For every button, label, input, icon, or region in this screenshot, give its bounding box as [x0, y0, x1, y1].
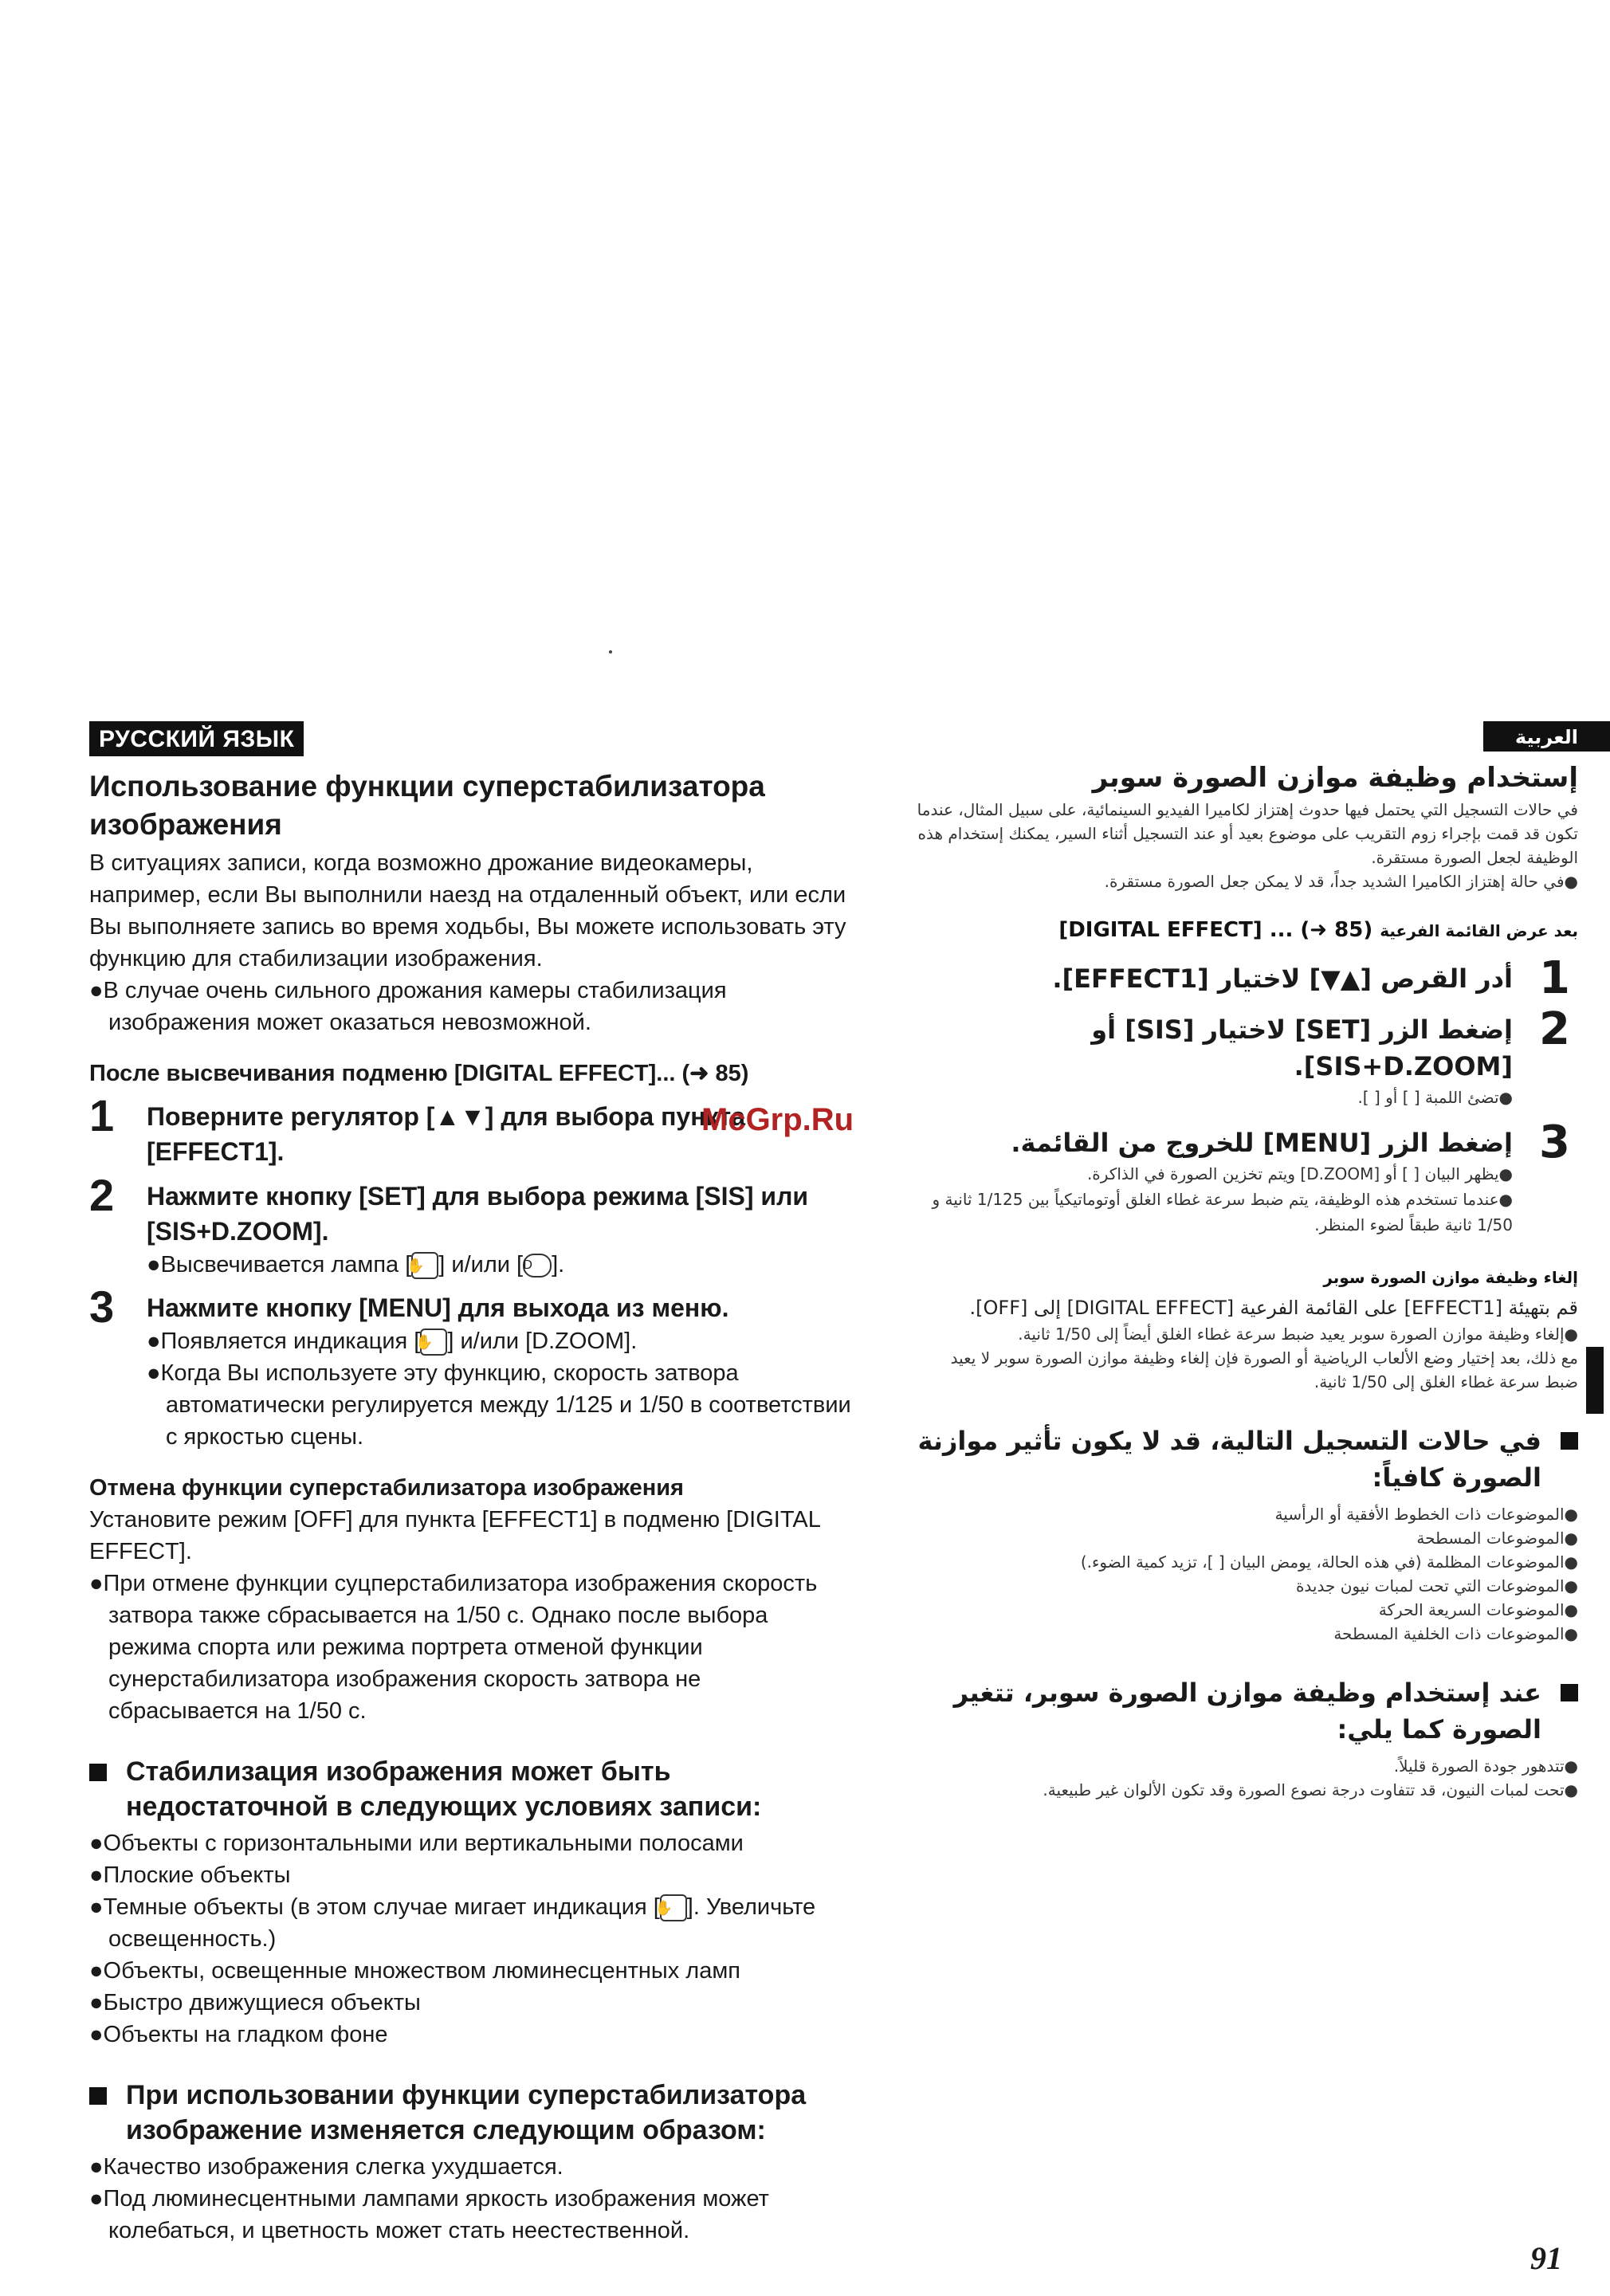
ar-submenu-line: بعد عرض القائمة الفرعية [DIGITAL EFFECT] ... (➜ 85) — [1058, 918, 1578, 942]
ar-step-text: إضغط الزر [MENU] للخروج من القائمة. — [1011, 1128, 1513, 1158]
ru-submenu-line: После высвечивания подменю [DIGITAL EFFECT]... (➜ 85) — [89, 1061, 749, 1086]
dust-speck — [609, 650, 612, 653]
ar-step-number: 1 — [1539, 952, 1570, 1004]
list-item: ●الموضوعات ذات الخلفية المسطحة — [1333, 1624, 1578, 1643]
ar-step-text: أدر القرص [▲▼] لاختيار [EFFECT1]. — [1052, 964, 1513, 994]
ar-step-note: ●يظهر البيان [ ] أو [D.ZOOM] ويتم تخزين الصورة في الذاكرة. — [1086, 1164, 1513, 1183]
square-bullet-icon — [1561, 1684, 1578, 1701]
list-item: ●الموضوعات المسطحة — [1416, 1529, 1578, 1548]
ru-step-text: Поверните регулятор [▲▼] для выбора пункта [EFFECT1]. — [147, 1102, 746, 1166]
ru-step-note: ●Высвечивается лампа [✋ ] и/или [D ]. — [147, 1249, 854, 1281]
ru-cancel-note: ●При отмене функции суцперстабилизатора изображения скорость затвора также сбрасывается на 1/50 с. Однако после выбора режима спорта или режима портрета отменой функции сунерстабилизатора изображения скорость затвора не сбрасывается на 1/50 с. — [89, 1571, 818, 1724]
ar-step-1 — [917, 952, 1578, 1004]
ru-step-number: 1 — [89, 1090, 115, 1140]
ru-step-number: 3 — [89, 1281, 115, 1332]
ru-step-2 — [89, 1170, 854, 1281]
list-item: ●الموضوعات السريعة الحركة — [1378, 1600, 1578, 1619]
section-edge-marker — [1586, 1347, 1604, 1414]
ar-step-text: إضغط الزر [SET] لاختيار [SIS] أو [SIS+D.ZOOM]. — [1091, 1015, 1513, 1081]
list-item: ●Качество изображения слегка ухудшается. — [89, 2154, 564, 2180]
list-item: ●Объекты, освещенные множеством люминесцентных ламп — [89, 1958, 740, 1984]
watermark: McGrp.Ru — [701, 1102, 854, 1137]
ar-step-note: ●تضئ اللمبة [ ] أو [ ]. — [1357, 1088, 1513, 1107]
list-item: ●تتدهور جودة الصورة قليلاً. — [1393, 1756, 1578, 1776]
square-bullet-icon — [89, 1764, 107, 1781]
stabilizer-hand-icon: ✋ — [411, 1252, 438, 1279]
ar-cancel-note: ●إلغاء وظيفة موازن الصورة سوبر يعيد ضبط سرعة غطاء الغلق أيضاً إلى 1/50 ثانية. — [1018, 1325, 1578, 1344]
ar-step-number: 3 — [1539, 1117, 1570, 1168]
ar-intro-note: ●في حالة إهتزاز الكاميرا الشديد جداً، قد لا يمكن جعل الصورة مستقرة. — [1104, 872, 1578, 891]
ar-language-tab: العربية — [1483, 721, 1610, 752]
list-item: ●الموضوعات التي تحت لمبات نيون جديدة — [1295, 1576, 1578, 1595]
list-item: ●Объекты с горизонтальными или вертикальными полосами — [89, 1831, 744, 1856]
russian-column — [89, 721, 854, 2247]
list-item: ●Быстро движущиеся объекты — [89, 1990, 421, 2015]
digital-zoom-d-icon: D — [523, 1254, 552, 1278]
ar-title: إستخدام وظيفة موازن الصورة سوبر — [1092, 762, 1578, 794]
ar-step-number: 2 — [1539, 1003, 1570, 1055]
list-item: ●Объекты на гладком фоне — [89, 2022, 388, 2047]
ru-title: Использование функции суперстабилизатора изображения — [89, 770, 765, 841]
stabilizer-hand-icon: ✋ — [420, 1329, 447, 1356]
ru-intro-note: ●В случае очень сильного дрожания камеры стабилизация изображения может оказаться невозможной. — [89, 978, 727, 1035]
list-item: ●Под люминесцентными лампами яркость изображения может колебаться, и цветность может стать неестественной. — [89, 2186, 769, 2243]
list-item: ●Плоские объекты — [89, 1862, 291, 1888]
ar-step-2 — [917, 1003, 1578, 1110]
ru-step-3 — [89, 1281, 854, 1453]
ar-section1-title: في حالات التسجيل التالية، قد لا يكون تأثير موازنة الصورة كافياً: — [917, 1423, 1578, 1496]
ru-step-note: ●Появляется индикация [✋ ] и/или [D.ZOOM]. — [147, 1325, 854, 1357]
ar-cancel-title: إلغاء وظيفة موازن الصورة سوبر — [1323, 1268, 1578, 1287]
ar-cancel-text: قم بتهيئة [EFFECT1] على القائمة الفرعية [DIGITAL EFFECT] إلى [OFF]. — [969, 1297, 1578, 1319]
ru-intro: В ситуациях записи, когда возможно дрожание видеокамеры, например, если Вы выполнили наезд на отдаленный объект, или если Вы выполняете запись во время ходьбы, Вы можете использовать эту функцию для стабилизации изображения. — [89, 850, 846, 971]
ru-section2-title: При использовании функции суперстабилизатора изображение изменяется следующим образом: — [89, 2078, 854, 2148]
ru-language-tab: РУССКИЙ ЯЗЫК — [89, 721, 304, 756]
ru-section1-title: Стабилизация изображения может быть недостаточной в следующих условиях записи: — [89, 1754, 854, 1824]
ru-step-text: Нажмите кнопку [MENU] для выхода из меню. — [147, 1293, 729, 1322]
page-number: 91 — [1530, 2240, 1562, 2276]
ru-cancel-text: Установите режим [OFF] для пункта [EFFECT1] в подменю [DIGITAL EFFECT]. — [89, 1507, 820, 1564]
ar-section2-title: عند إستخدام وظيفة موازن الصورة سوبر، تتغير الصورة كما يلي: — [917, 1674, 1578, 1748]
square-bullet-icon — [1561, 1432, 1578, 1450]
stabilizer-hand-icon: ✋ — [660, 1894, 687, 1921]
ru-step-number: 2 — [89, 1170, 115, 1220]
ru-step-text: Нажмите кнопку [SET] для выбора режима [SIS] или [SIS+D.ZOOM]. — [147, 1182, 809, 1246]
list-item: ●الموضوعات المظلمة (في هذه الحالة، يومض البيان [ ]، تزيد كمية الضوء.) — [1080, 1552, 1578, 1572]
ar-intro: في حالات التسجيل التي يحتمل فيها حدوث إهتزاز لكاميرا الفيديو السينمائية، على سبيل المثال، عندما تكون قد قمت بإجراء زوم التقريب على موضوع بعيد أو عند التسجيل أثناء السير، يمكنك إستخدام هذه الوظيفة لجعل الصورة مستقرة. — [917, 800, 1578, 867]
ar-step-note: ●عندما تستخدم هذه الوظيفة، يتم ضبط سرعة غطاء الغلق أوتوماتيكياً بين 1/125 ثانية و 1/50 ثانية طبقاً لضوء المنظر. — [932, 1190, 1513, 1234]
list-item: ●Темные объекты (в этом случае мигает индикация [✋ ]. Увеличьте освещенность.) — [89, 1894, 816, 1952]
square-bullet-icon — [89, 2087, 107, 2105]
arabic-column — [917, 721, 1578, 1802]
ru-cancel-title: Отмена функции суперстабилизатора изображения — [89, 1475, 684, 1501]
ar-cancel-note: مع ذلك، بعد إختيار وضع الألعاب الرياضية أو الصورة فإن إلغاء وظيفة موازن الصورة سوبر لا يعيد ضبط سرعة غطاء الغلق إلى 1/50 ثانية. — [950, 1348, 1578, 1391]
ar-step-3 — [917, 1117, 1578, 1238]
ru-step-note: ●Когда Вы используете эту функцию, скорость затвора автоматически регулируется между 1/125 и 1/50 в соответствии с яркостью сцены. — [147, 1360, 851, 1450]
list-item: ●الموضوعات ذات الخطوط الأفقية أو الرأسية — [1274, 1505, 1578, 1524]
list-item: ●تحت لمبات النيون، قد تتفاوت درجة نصوع الصورة وقد تكون الألوان غير طبيعية. — [1043, 1780, 1578, 1800]
